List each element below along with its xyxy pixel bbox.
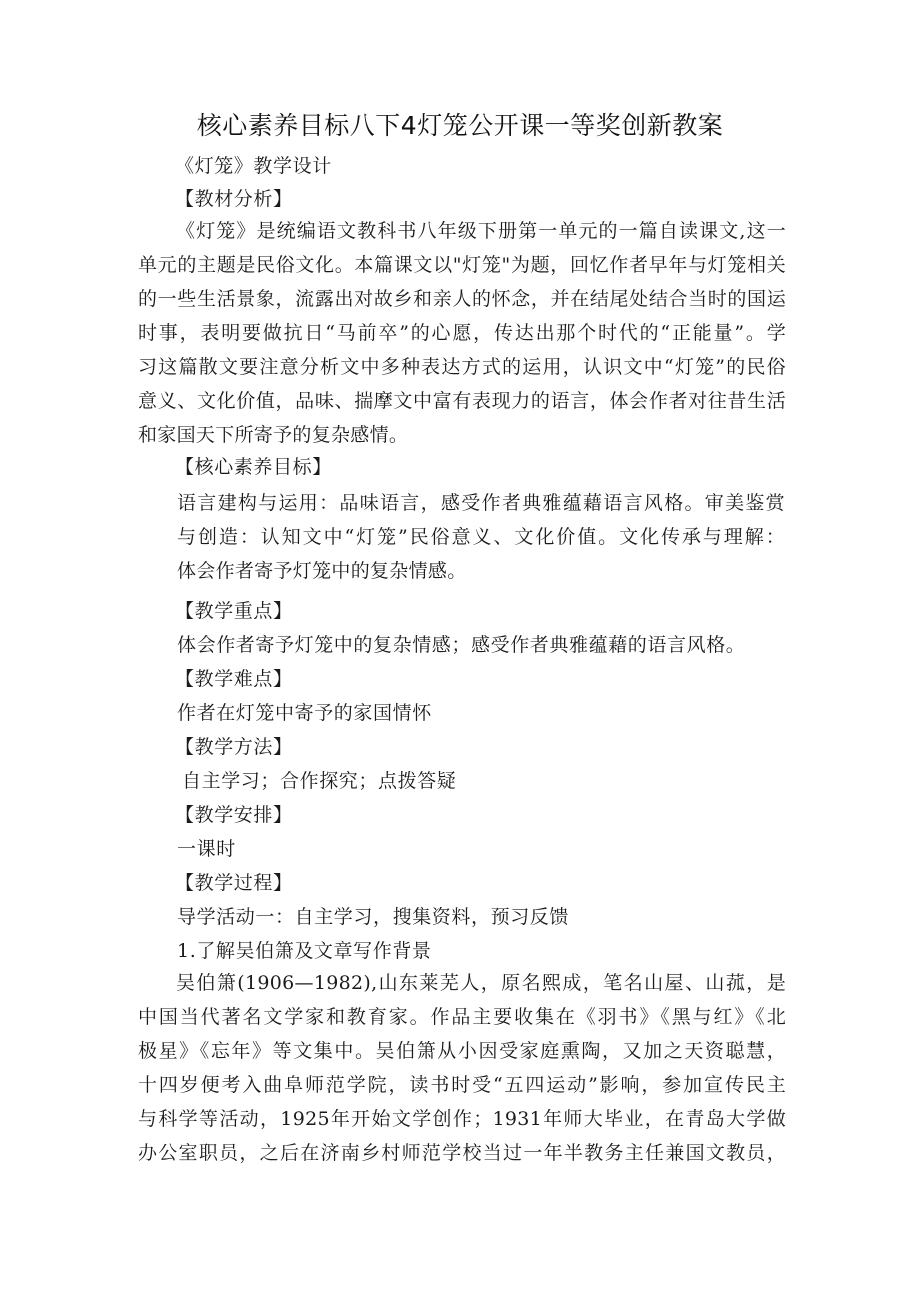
section-heading-difficult: 【教学难点】 [175,668,293,690]
schedule-text: 一课时 [177,838,236,860]
paragraph-line: 吴伯箫(1906—1982),山东莱芜人，原名熙成，笔名山屋、山菰，是 [176,972,786,994]
paragraph-line: 与创造：认知文中“灯笼”民俗意义、文化价值。文化传承与理解： [177,526,785,548]
activity-one-heading: 导学活动一：自主学习，搜集资料，预习反馈 [177,906,570,928]
section-heading-method: 【教学方法】 [175,736,293,758]
section-heading-material: 【教材分析】 [175,188,293,210]
paragraph-line: 语言建构与运用：品味语言，感受作者典雅蕴藉语言风格。审美鉴赏 [177,492,785,514]
difficult-points-text: 作者在灯笼中寄予的家国情怀 [177,702,432,724]
paragraph-line: 单元的主题是民俗文化。本篇课文以"灯笼"为题，回忆作者早年与灯笼相关 [138,254,786,276]
paragraph-line: 的一些生活景象，流露出对故乡和亲人的怀念，并在结尾处结合当时的国运 [138,288,786,310]
section-heading-process: 【教学过程】 [175,872,293,894]
paragraph-line: 办公室职员，之后在济南乡村师范学校当过一年半教务主任兼国文教员， [138,1142,786,1164]
paragraph-line: 与科学等活动，1925年开始文学创作；1931年师大毕业，在青岛大学做 [138,1108,786,1130]
paragraph-line: 时事，表明要做抗日“马前卒”的心愿，传达出那个时代的“正能量”。学 [138,322,786,344]
paragraph-line: 体会作者寄予灯笼中的复杂情感。 [177,560,467,582]
section-heading-key: 【教学重点】 [175,600,293,622]
author-bio-paragraph [138,966,786,1170]
core-goals-paragraph [177,486,785,588]
paragraph-line: 中国当代著名文学家和教育家。作品主要收集在《羽书》《黑与红》《北 [138,1006,786,1028]
paragraph-line: 意义、文化价值，品味、揣摩文中富有表现力的语言，体会作者对往昔生活 [138,390,786,412]
section-heading-schedule: 【教学安排】 [175,804,293,826]
paragraph-line: 习这篇散文要注意分析文中多种表达方式的运用，认识文中“灯笼”的民俗 [138,356,786,378]
paragraph-line: 《灯笼》是统编语文教科书八年级下册第一单元的一篇自读课文,这一 [176,220,786,242]
key-points-text: 体会作者寄予灯笼中的复杂情感；感受作者典雅蕴藉的语言风格。 [177,634,746,656]
item-one-heading: 1.了解吴伯箫及文章写作背景 [177,940,432,962]
teaching-method-text: 自主学习；合作探究；点拨答疑 [182,770,457,792]
paragraph-line: 极星》《忘年》等文集中。吴伯箫从小因受家庭熏陶，又加之天资聪慧， [138,1040,786,1062]
section-heading-core: 【核心素养目标】 [175,456,332,478]
paragraph-line: 和家国天下所寄予的复杂感情。 [138,424,409,446]
document-title: 核心素养目标八下4灯笼公开课一等奖创新教案 [196,111,724,140]
lesson-subtitle: 《灯笼》教学设计 [175,155,332,177]
material-paragraph [138,214,786,452]
paragraph-line: 十四岁便考入曲阜师范学院，读书时受“五四运动”影响，参加宣传民主 [138,1074,786,1096]
